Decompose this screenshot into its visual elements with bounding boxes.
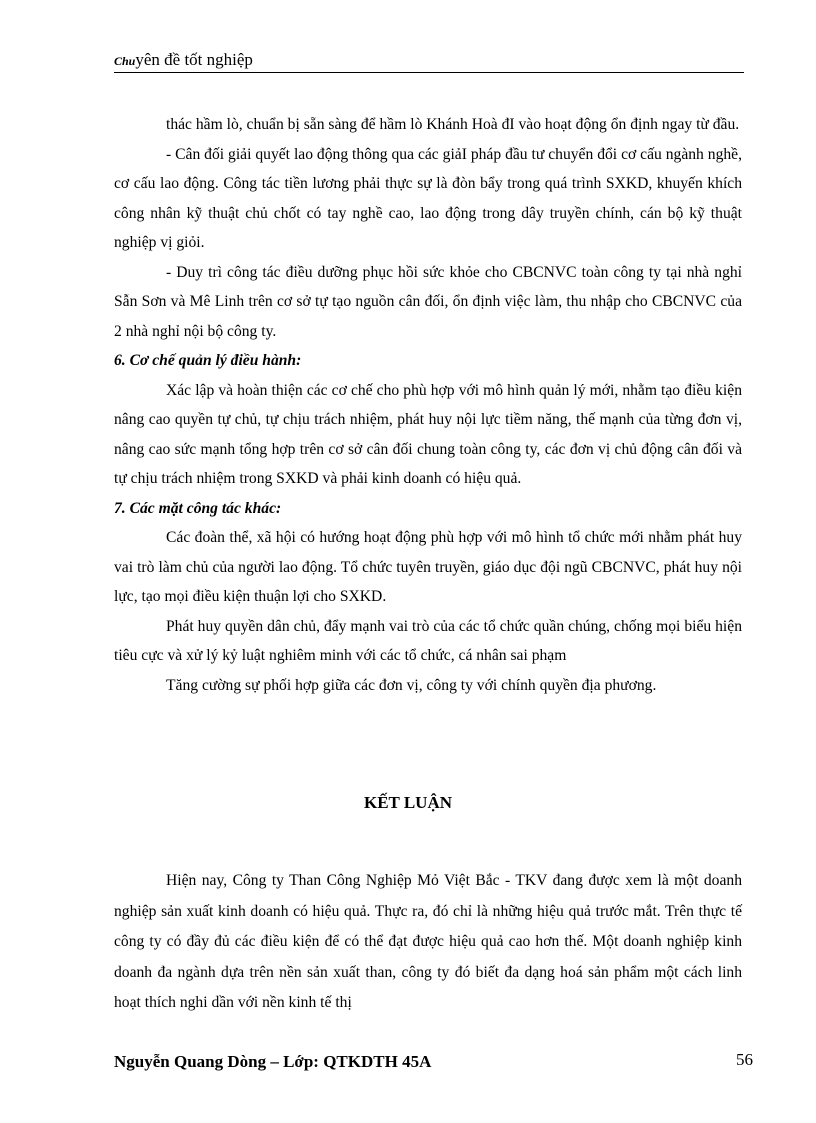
conclusion-text: Hiện nay, Công ty Than Công Nghiệp Mỏ Việt Bắc - TKV đang được xem là một doanh nghiệp sản xuất kinh doanh có hiệu quả. Thực ra, đó chỉ là những hiệu quả trước mắt. Trên thực tế công ty có đầy đủ các điều kiện để có thể đạt được hiệu quả cao hơn thế. Một doanh nghiệp kinh doanh đa ngành dựa trên nền sản xuất than, công ty đó biết đa dạng hoá sản phẩm một cách linh hoạt thích nghi dần với nền kinh tế thị <box>114 872 742 1011</box>
header-script: Chu <box>114 54 136 68</box>
section-6-text: Xác lập và hoàn thiện các cơ chế cho phù hợp với mô hình quản lý mới, nhằm tạo điều kiện nâng cao quyền tự chủ, tự chịu trách nhiệm, phát huy nội lực tiềm năng, thế mạnh của từng đơn vị, nâng cao sức mạnh tổng hợp trên cơ sở cân đối chung toàn công ty, các đơn vị chủ động cân đối và tự chịu trách nhiệm trong SXKD và phải kinh doanh có hiệu quả. <box>114 381 742 487</box>
paragraph: thác hầm lò, chuẩn bị sẵn sàng để hầm lò Khánh Hoà đI vào hoạt động ổn định ngay từ đầu. <box>166 116 740 133</box>
conclusion-title: KẾT LUẬN <box>363 793 452 812</box>
conclusion-body <box>114 866 742 1019</box>
page-header <box>114 48 744 73</box>
paragraph: - Cân đối giải quyết lao động thông qua các giảI pháp đầu tư chuyển đổi cơ cấu ngành nghề, cơ cấu lao động. Công tác tiền lương phải thực sự là đòn bẩy trong quá trình SXKD, khuyến khích công nhân kỹ thuật chủ chốt có tay nghề cao, lao động trong dây truyền chính, cán bộ kỹ thuật nghiệp vị giỏi. <box>114 145 742 251</box>
header-title <box>114 50 253 70</box>
paragraph: - Duy trì công tác điều dưỡng phục hồi sức khỏe cho CBCNVC toàn công ty tại nhà nghỉ Sẫn Sơn và Mê Linh trên cơ sở tự tạo nguồn cân đối, ổn định việc làm, thu nhập cho CBCNVC của 2 nhà nghỉ nội bộ công ty. <box>114 263 742 340</box>
header-rest: yên đề tốt nghiệp <box>135 50 253 69</box>
section-7-paragraph-2: Phát huy quyền dân chủ, đẩy mạnh vai trò của các tổ chức quần chúng, chống mọi biểu hiện tiêu cực và xử lý kỷ luật nghiêm minh với các tổ chức, cá nhân sai phạm <box>114 617 742 664</box>
section-7-heading: 7. Các mặt công tác khác: <box>114 499 282 517</box>
section-6-heading: 6. Cơ chế quản lý điều hành: <box>114 352 302 369</box>
section-7-paragraph-3: Tăng cường sự phối hợp giữa các đơn vị, công ty với chính quyền địa phương. <box>166 676 657 694</box>
footer-author: Nguyễn Quang Dòng – Lớp: QTKDTH 45A <box>114 1052 432 1071</box>
section-7-paragraph-1: Các đoàn thể, xã hội có hướng hoạt động phù hợp với mô hình tổ chức mới nhằm phát huy vai trò làm chủ của người lao động. Tổ chức tuyên truyền, giáo dục đội ngũ CBCNVC, phát huy nội lực, tạo mọi điều kiện thuận lợi cho SXKD. <box>114 529 742 605</box>
main-body <box>114 110 742 700</box>
page-number: 56 <box>736 1050 753 1069</box>
